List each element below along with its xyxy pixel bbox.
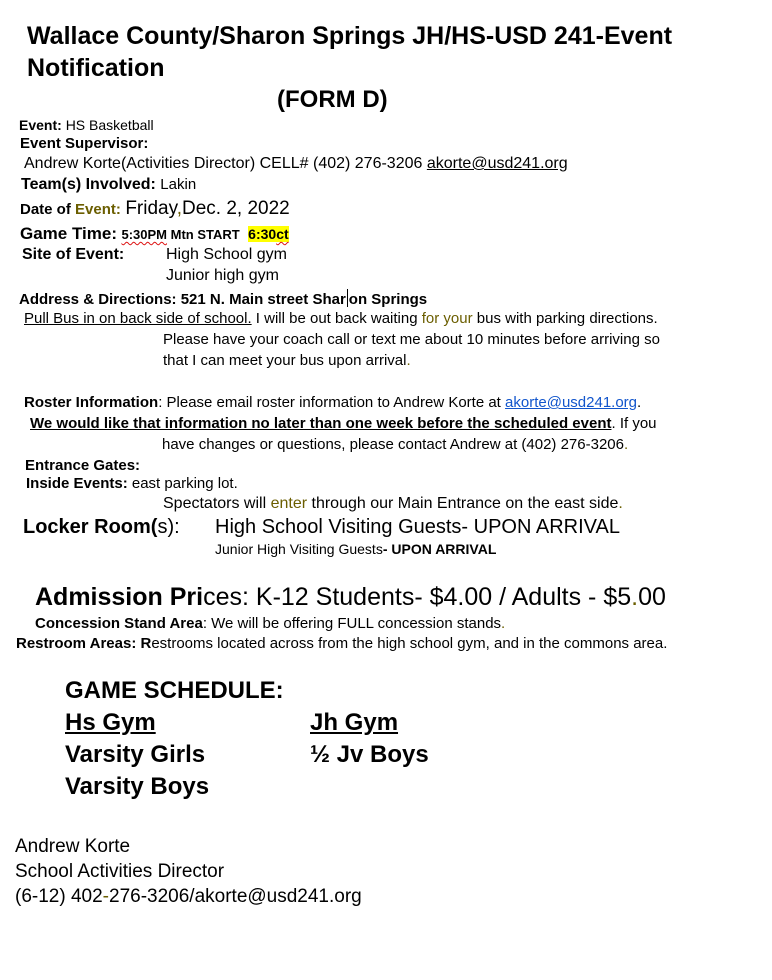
roster-label: Roster Information xyxy=(24,394,159,411)
roster-period: . xyxy=(637,394,642,411)
directions-1a: Pull Bus in on back side of school. xyxy=(24,310,252,327)
locker-label xyxy=(23,516,180,539)
schedule-col1-header: Hs Gym xyxy=(65,709,156,736)
roster-email-link[interactable]: akorte@usd241.org xyxy=(505,394,638,411)
date-value-b: , xyxy=(176,198,182,219)
admission-label-c: . xyxy=(631,583,639,611)
restroom-label: Restroom Areas: R xyxy=(16,635,152,652)
schedule-item: ½ Jv Boys xyxy=(310,741,429,768)
time-value-d: ct xyxy=(276,226,289,242)
supervisor-row xyxy=(24,155,568,173)
signature-role: School Activities Director xyxy=(15,861,225,882)
schedule-item: Varsity Boys xyxy=(65,773,210,800)
teams-value: Lakin xyxy=(160,176,197,193)
directions-line-3 xyxy=(163,352,411,369)
event-row xyxy=(19,117,154,133)
time-value-a: 5:30PM xyxy=(121,227,167,242)
locker-jh-b: - UPON ARRIVAL xyxy=(382,541,497,557)
roster-text: : Please email roster information to Andrew Korte at xyxy=(158,394,506,411)
spectators-a: Spectators will xyxy=(163,495,271,512)
signature-contact-b: - xyxy=(102,886,109,907)
roster-bold-line: We would like that information no later than one week before the scheduled event xyxy=(30,415,612,432)
spectators-d: . xyxy=(618,495,623,512)
directions-line-2: Please have your coach call or text me about 10 minutes before arriving so xyxy=(163,331,660,348)
roster-line-2b: . xyxy=(623,436,629,453)
entrance-gates-label: Entrance Gates: xyxy=(25,457,141,474)
directions-line-1 xyxy=(24,310,658,327)
schedule-col2-header: Jh Gym xyxy=(310,709,399,736)
address-value-b: on Springs xyxy=(348,291,428,308)
admission-row xyxy=(35,583,666,612)
title-line-1: Wallace County/Sharon Springs JH/HS-USD 241-Event xyxy=(27,22,673,50)
locker-jh-row xyxy=(215,541,496,557)
inside-events-row xyxy=(26,475,238,492)
locker-jh-a: Junior High Visiting Guests xyxy=(215,541,383,557)
supervisor-label: Event Supervisor: xyxy=(20,135,149,152)
address-value-a: 521 N. Main street Shar xyxy=(180,291,346,308)
site-value-1: High School gym xyxy=(166,246,287,263)
signature-contact-c: 276-3206/akorte@usd241.org xyxy=(109,886,362,907)
inside-events-value: east parking lot. xyxy=(131,475,238,492)
admission-label-d: 00 xyxy=(638,583,666,611)
signature-contact xyxy=(15,886,362,908)
restroom-text: estrooms located across from the high school gym, and in the commons area. xyxy=(151,635,668,652)
spectators-c: through our Main Entrance on the east side xyxy=(307,495,619,512)
roster-deadline-row xyxy=(30,415,657,432)
concession-label: Concession Stand Area xyxy=(35,615,203,632)
spectators-b: enter xyxy=(270,495,308,512)
time-row xyxy=(20,224,289,244)
date-value-a: Friday xyxy=(125,198,177,219)
date-label-a: Date of xyxy=(20,201,76,218)
teams-label: Team(s) Involved: xyxy=(21,176,156,193)
locker-hs: High School Visiting Guests- UPON ARRIVAL xyxy=(215,516,620,538)
spectators-row xyxy=(163,495,623,513)
signature-name: Andrew Korte xyxy=(15,836,131,857)
site-value-2: Junior high gym xyxy=(166,267,279,284)
concession-period: . xyxy=(501,615,506,632)
signature-contact-a: (6-12) 402 xyxy=(15,886,103,907)
directions-1c: for your xyxy=(421,310,473,327)
roster-row xyxy=(24,394,641,411)
locker-label-b: s): xyxy=(157,516,180,538)
text-cursor xyxy=(347,289,348,307)
restroom-row xyxy=(16,635,667,652)
schedule-item: Varsity Girls xyxy=(65,741,206,768)
site-label: Site of Event: xyxy=(22,246,125,263)
time-value-b: Mtn START xyxy=(170,227,240,242)
title-line-2: Notification xyxy=(27,54,165,82)
address-label: Address & Directions: xyxy=(19,291,177,308)
directions-1b: I will be out back waiting xyxy=(251,310,422,327)
concession-text: : We will be offering FULL concession stands xyxy=(202,615,502,632)
time-value-c: 6:30 xyxy=(248,226,277,242)
locker-label-a: Locker Room( xyxy=(23,516,158,538)
time-label: Game Time: xyxy=(20,224,118,243)
inside-events-label: Inside Events: xyxy=(26,475,128,492)
admission-label-b: ces: K-12 Students- $4.00 / Adults - $5 xyxy=(203,583,632,611)
address-row xyxy=(19,289,427,308)
schedule-heading: GAME SCHEDULE: xyxy=(65,677,284,704)
roster-line-2a: have changes or questions, please contact Andrew at (402) 276-3206 xyxy=(162,436,624,453)
event-label: Event: xyxy=(19,117,62,133)
supervisor-value: Andrew Korte(Activities Director) CELL# (402) 276-3206 xyxy=(24,155,423,172)
date-label-b: Event: xyxy=(75,201,121,218)
form-label: (FORM D) xyxy=(277,86,388,113)
concession-row xyxy=(35,615,505,632)
directions-3b: . xyxy=(406,352,411,369)
roster-line-2 xyxy=(162,436,628,453)
event-value: HS Basketball xyxy=(65,117,154,133)
directions-3a: that I can meet your bus upon arrival xyxy=(163,352,407,369)
roster-line-tail: . If you xyxy=(611,415,657,432)
admission-label-a: Admission Pri xyxy=(35,583,204,611)
date-row xyxy=(20,198,290,220)
teams-row xyxy=(21,176,196,194)
date-value-c: Dec. 2, 2022 xyxy=(181,198,290,219)
directions-1d: bus with parking directions. xyxy=(472,310,658,327)
supervisor-email-link[interactable]: akorte@usd241.org xyxy=(426,155,568,172)
